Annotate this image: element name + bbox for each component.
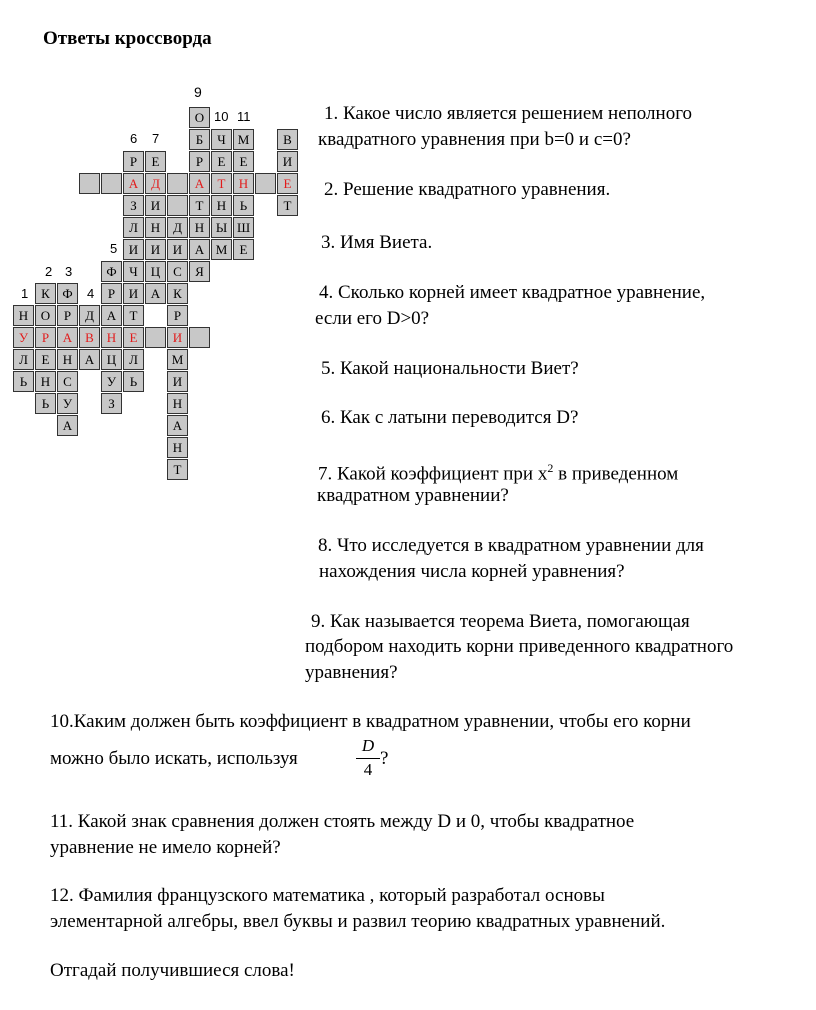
grid-cell: Р <box>123 151 144 172</box>
grid-cell: Р <box>167 305 188 326</box>
grid-cell: Н <box>35 371 56 392</box>
grid-cell: Р <box>57 305 78 326</box>
grid-cell: Е <box>233 239 254 260</box>
grid-cell: Т <box>277 195 298 216</box>
page-title: Ответы кроссворда <box>43 28 212 49</box>
grid-cell: Е <box>123 327 144 348</box>
grid-cell: Р <box>101 283 122 304</box>
grid-cell: А <box>189 239 210 260</box>
question-4-line-2: если его D>0? <box>315 308 430 329</box>
grid-cell: З <box>101 393 122 414</box>
grid-cell: А <box>189 173 210 194</box>
clue-number: 9 <box>194 84 202 100</box>
grid-cell: Т <box>167 459 188 480</box>
question-10-line-1: 10.Каким должен быть коэффициент в квадратном уравнении, чтобы его корни <box>50 711 691 732</box>
grid-cell: И <box>123 239 144 260</box>
question-11-line-2: уравнение не имело корней? <box>50 837 281 858</box>
grid-cell: Н <box>167 437 188 458</box>
grid-cell: К <box>167 283 188 304</box>
grid-cell: Ф <box>101 261 122 282</box>
grid-cell <box>101 173 122 194</box>
clue-number: 7 <box>152 131 160 146</box>
grid-cell: Н <box>101 327 122 348</box>
grid-cell: Н <box>145 217 166 238</box>
grid-cell: Е <box>277 173 298 194</box>
grid-cell <box>145 327 166 348</box>
grid-cell: В <box>79 327 100 348</box>
grid-cell: И <box>167 327 188 348</box>
question-9-line-1: 9. Как называется теорема Виета, помогающая <box>311 611 690 632</box>
grid-cell: Ь <box>13 371 34 392</box>
grid-cell: Н <box>233 173 254 194</box>
grid-cell: М <box>233 129 254 150</box>
grid-cell: О <box>35 305 56 326</box>
clue-number: 2 <box>45 264 53 279</box>
grid-cell: К <box>35 283 56 304</box>
grid-cell: Ф <box>57 283 78 304</box>
grid-cell: У <box>13 327 34 348</box>
clue-number: 6 <box>130 131 138 146</box>
question-1-line-2: квадратного уравнения при b=0 и c=0? <box>318 129 631 150</box>
grid-cell: Л <box>123 217 144 238</box>
clue-number: 1 <box>21 286 29 301</box>
grid-cell: С <box>57 371 78 392</box>
grid-cell: М <box>211 239 232 260</box>
grid-cell: Ц <box>101 349 122 370</box>
clue-number: 10 <box>214 109 229 124</box>
grid-cell: Ч <box>123 261 144 282</box>
question-1-line-1: 1. Какое число является решением неполного <box>324 103 693 124</box>
grid-cell: Ч <box>211 129 232 150</box>
grid-cell: И <box>145 239 166 260</box>
question-9-line-2: подбором находить корни приведенного квадратного <box>305 636 734 657</box>
grid-cell: Ц <box>145 261 166 282</box>
grid-cell: У <box>101 371 122 392</box>
question-12-line-2: элементарной алгебры, ввел буквы и развил теорию квадратных уравнений. <box>50 911 666 932</box>
grid-cell: Б <box>189 129 210 150</box>
grid-cell: Н <box>13 305 34 326</box>
clue-number: 4 <box>87 286 95 301</box>
grid-cell: О <box>189 107 210 128</box>
grid-cell: Л <box>123 349 144 370</box>
question-7-text: 7. Какой коэффициент при x <box>318 463 548 485</box>
grid-cell: Ш <box>233 217 254 238</box>
question-7-text-end: в приведенном <box>553 463 679 485</box>
question-8-line-2: нахождения числа корней уравнения? <box>319 561 625 582</box>
grid-cell: А <box>101 305 122 326</box>
clue-number: 11 <box>237 109 251 124</box>
grid-cell: Ь <box>35 393 56 414</box>
grid-cell <box>189 327 210 348</box>
question-2: 2. Решение квадратного уравнения. <box>324 179 611 200</box>
grid-cell: А <box>145 283 166 304</box>
question-6: 6. Как с латыни переводится D? <box>321 407 579 428</box>
question-8-line-1: 8. Что исследуется в квадратном уравнении для <box>318 535 704 556</box>
question-3: 3. Имя Виета. <box>321 232 433 253</box>
grid-cell: И <box>145 195 166 216</box>
grid-cell: И <box>167 371 188 392</box>
grid-cell: А <box>57 415 78 436</box>
grid-cell: В <box>277 129 298 150</box>
question-11-line-1: 11. Какой знак сравнения должен стоять между D и 0, чтобы квадратное <box>50 811 635 832</box>
grid-cell <box>167 195 188 216</box>
grid-cell: А <box>123 173 144 194</box>
clue-number: 5 <box>110 241 118 256</box>
grid-cell: Н <box>167 393 188 414</box>
grid-cell: Д <box>145 173 166 194</box>
grid-cell <box>167 173 188 194</box>
question-5: 5. Какой национальности Виет? <box>321 358 579 379</box>
question-9-line-3: уравнения? <box>305 662 398 683</box>
grid-cell: Т <box>123 305 144 326</box>
grid-cell: Я <box>189 261 210 282</box>
question-7-line-1 <box>318 456 678 486</box>
grid-cell: Е <box>35 349 56 370</box>
grid-cell: Р <box>35 327 56 348</box>
grid-cell: У <box>57 393 78 414</box>
fraction-numerator: D <box>361 736 375 755</box>
grid-cell: А <box>167 415 188 436</box>
superscript: 2 <box>547 461 554 475</box>
question-10-end: ? <box>380 748 389 769</box>
final-instruction: Отгадай получившиеся слова! <box>50 960 295 981</box>
grid-cell: М <box>167 349 188 370</box>
clue-number: 3 <box>65 264 73 279</box>
grid-cell: Е <box>211 151 232 172</box>
grid-cell: Е <box>145 151 166 172</box>
grid-cell: Ь <box>233 195 254 216</box>
grid-cell: Д <box>79 305 100 326</box>
crossword-grid <box>0 0 310 480</box>
question-10-line-2: можно было искать, используя <box>50 748 298 769</box>
question-12-line-1: 12. Фамилия французского математика , который разработал основы <box>50 885 605 906</box>
grid-cell: Т <box>211 173 232 194</box>
grid-cell <box>278 107 297 126</box>
grid-cell: Н <box>189 217 210 238</box>
grid-cell: Е <box>233 151 254 172</box>
grid-cell: Н <box>211 195 232 216</box>
grid-cell: З <box>123 195 144 216</box>
grid-cell: Н <box>57 349 78 370</box>
grid-cell: Ь <box>123 371 144 392</box>
grid-cell: Л <box>13 349 34 370</box>
grid-cell: И <box>277 151 298 172</box>
grid-cell: И <box>167 239 188 260</box>
grid-cell: Т <box>189 195 210 216</box>
grid-cell: И <box>123 283 144 304</box>
question-4-line-1: 4. Сколько корней имеет квадратное уравнение, <box>319 282 706 303</box>
fraction-denominator: 4 <box>363 760 373 779</box>
grid-cell <box>79 173 100 194</box>
grid-cell: С <box>167 261 188 282</box>
grid-cell: А <box>57 327 78 348</box>
grid-cell: Д <box>167 217 188 238</box>
grid-cell <box>255 173 276 194</box>
grid-cell: А <box>79 349 100 370</box>
fraction-bar <box>356 758 380 759</box>
grid-cell: Ы <box>211 217 232 238</box>
grid-cell: Р <box>189 151 210 172</box>
question-7-line-2: квадратном уравнении? <box>317 485 509 506</box>
